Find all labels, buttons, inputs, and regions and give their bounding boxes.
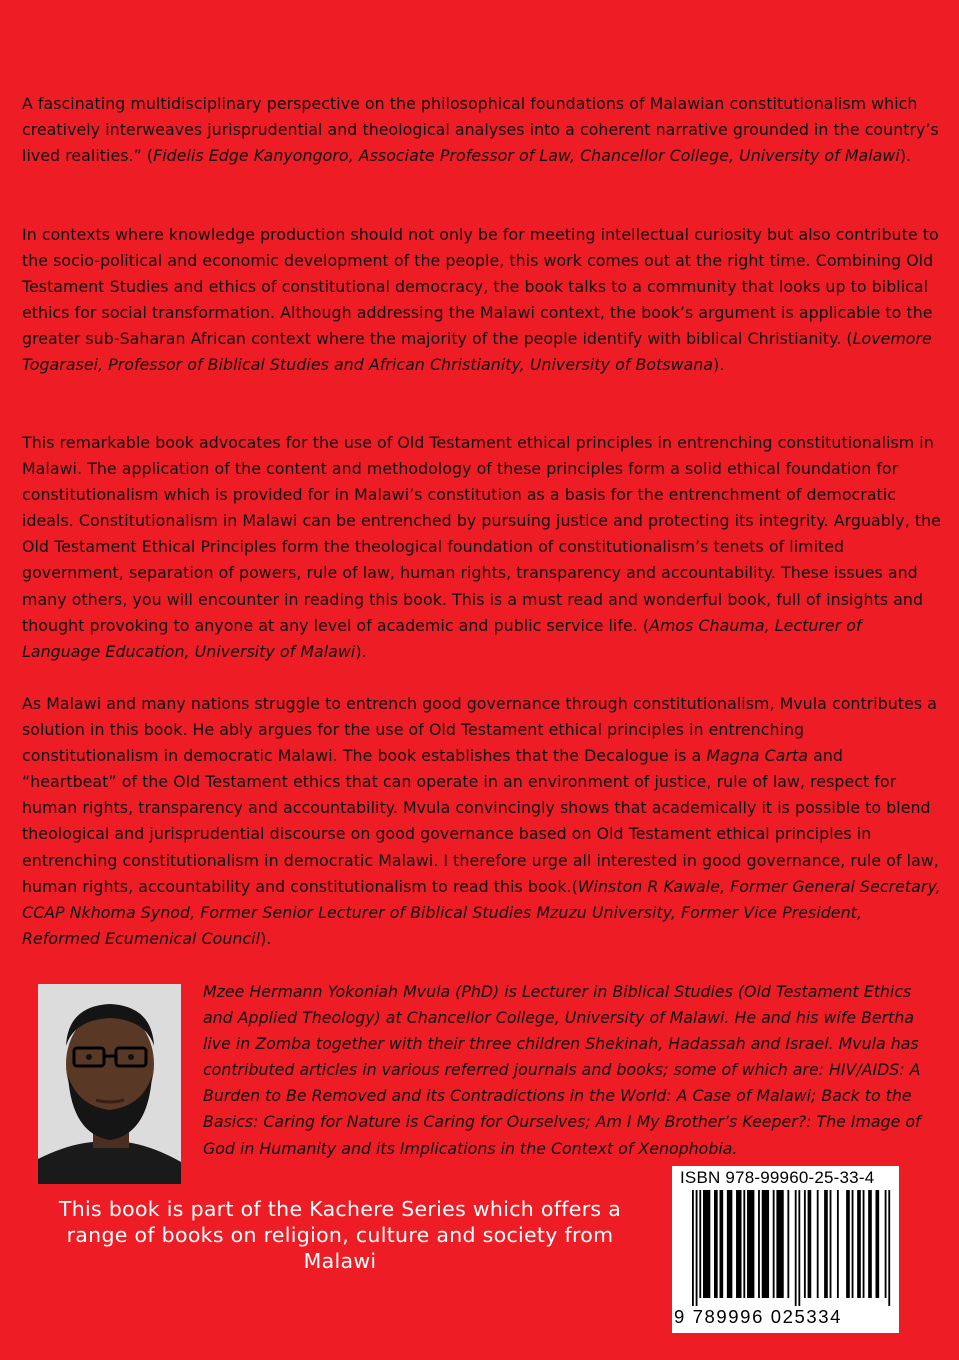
endorsement-attribution: Winston R Kawale, Former General Secretary, CCAP Nkhoma Synod, Former Senior Lecturer of Biblical Studies Mzuzu University, Former Vice President, Reformed Ecumenical Council — [22, 876, 941, 948]
barcode-bar — [888, 1190, 890, 1306]
barcode-bar — [817, 1190, 819, 1298]
barcode-bar — [804, 1190, 806, 1298]
endorsement-togarasei — [22, 222, 942, 379]
barcode-bar — [787, 1190, 789, 1298]
endorsement-text-continued: and “heartbeat” of the Old Testament ethics that can operate in an environment of justice, rule of law, respect for human rights, transparency and accountability. Mvula convincingly shows that academically it is possible to blend theological and jurisprudential discourse on good governance based on Old Testament ethical principles in entrenching constitutionalism in democratic Malawi. I therefore urge all interested in good governance, rule of law, human rights, accountability and constitutionalism to read this book.( — [22, 746, 939, 896]
isbn-label: ISBN 978-99960-25-33-4 — [680, 1168, 875, 1187]
barcode-bar — [714, 1190, 718, 1298]
endorsement-italic-phrase: Magna Carta — [706, 746, 809, 766]
endorsement-kanyongoro — [22, 91, 942, 169]
barcode-bar — [736, 1190, 742, 1298]
barcode-bar — [773, 1190, 775, 1298]
endorsement-chauma — [22, 430, 942, 665]
endorsement-text: In contexts where knowledge production should not only be for meeting intellectual curiosity but also contribute to the socio-political and economic development of the people, this work comes out at the right time. Combining Old Testament Studies and ethics of constitutional democracy, the book talks to a community that looks up to biblical ethics for social transformation. Although addressing the Malawi context, the book’s argument is applicable to the greater sub-Saharan African context where the majority of the people identify with biblical Christianity. ( — [22, 225, 939, 349]
barcode-bar — [875, 1190, 879, 1298]
endorsement-tail: ). — [260, 928, 272, 948]
endorsement-attribution: Amos Chauma, Lecturer of Language Education, University of Malawi — [22, 615, 862, 661]
barcode-bar — [776, 1190, 783, 1298]
barcode-bar — [743, 1190, 745, 1298]
barcode-digits: 9 789996 025334 — [674, 1306, 843, 1327]
barcode-bar — [846, 1190, 850, 1298]
endorsement-text: As Malawi and many nations struggle to entrench good governance through constitutionalism, Mvula contributes a solution in this book. He ably argues for the use of Old Testament ethical principles in entrenching constitutionalism in democratic Malawi. The book establishes that the Decalogue is a — [22, 694, 937, 766]
barcode-bars — [692, 1190, 892, 1306]
barcode-bar — [857, 1190, 861, 1298]
barcode-bar — [824, 1190, 828, 1298]
endorsement-tail: ). — [899, 146, 912, 166]
endorsement-tail: ). — [355, 641, 367, 661]
barcode-bar — [868, 1190, 872, 1298]
endorsement-attribution: Fidelis Edge Kanyongoro, Associate Professor of Law, Chancellor College, University of Malawi — [153, 146, 900, 166]
barcode-bar — [747, 1190, 754, 1298]
barcode-bar — [727, 1190, 733, 1298]
barcode-bar — [720, 1190, 724, 1298]
barcode-bar — [762, 1190, 769, 1298]
endorsement-attribution: Lovemore Togarasei, Professor of Biblical Studies and African Christianity, University of Botswana — [22, 329, 932, 375]
author-photo — [38, 984, 181, 1184]
barcode-bar — [885, 1190, 887, 1298]
barcode-bar — [758, 1190, 760, 1298]
barcode-bar — [863, 1190, 865, 1298]
barcode-bar — [795, 1190, 797, 1306]
barcode-bar — [699, 1190, 701, 1298]
barcode-bar — [798, 1190, 800, 1306]
barcode-bar — [696, 1190, 698, 1306]
endorsement-text: This remarkable book advocates for the use of Old Testament ethical principles in entrenching constitutionalism in Malawi. The application of the content and methodology of these principles form a solid ethical foundation for constitutionalism which is provided for in Malawi’s constitution as a basis for the entrenchment of democratic ideals. Constitutionalism in Malawi can be entrenched by pursuing justice and protecting its integrity. Arguably, the Old Testament Ethical Principles form the theological foundation of constitutionalism’s tenets of limited government, separation of powers, rule of law, human rights, transparency and accountability. These issues and many others, you will encounter in reading this book. This is a must read and wonderful book, full of insights and thought provoking to anyone at any level of academic and public service life. ( — [22, 433, 941, 635]
barcode-bar — [692, 1190, 694, 1306]
endorsement-tail: ). — [713, 355, 725, 375]
barcode-bar — [852, 1190, 854, 1298]
author-bio: Mzee Hermann Yokoniah Mvula (PhD) is Lecturer in Biblical Studies (Old Testament Ethics and Applied Theology) at Chancellor College, University of Malawi. He and his wife Bertha live in Zomba together with their three children Shekinah, Hadassah and Israel. Mvula has contributed articles in various referred journals and books; some of which are: HIV/AIDS: A Burden to Be Removed and its Contradictions in the World: A Case of Malawi; Back to the Basics: Caring for Nature is Caring for Ourselves; Am I My Brother’s Keeper?: The Image of God in Humanity and its Implications in the Context of Xenophobia. — [203, 982, 921, 1158]
author-portrait-illustration — [38, 984, 181, 1184]
endorsement-text: A fascinating multidisciplinary perspective on the philosophical foundations of Malawian constitutionalism which creatively interweaves jurisprudential and theological analyses into a coherent narrative grounded in the country’s lived realities.” ( — [22, 94, 939, 166]
isbn-barcode — [672, 1166, 899, 1333]
barcode-bar — [808, 1190, 812, 1298]
series-note: This book is part of the Kachere Series which offers a range of books on religion, culture and society from Malawi — [58, 1197, 622, 1273]
endorsement-kawale — [22, 691, 942, 952]
barcode-bar — [830, 1190, 832, 1298]
barcode-bar — [703, 1190, 710, 1298]
barcode-bar — [837, 1190, 839, 1298]
